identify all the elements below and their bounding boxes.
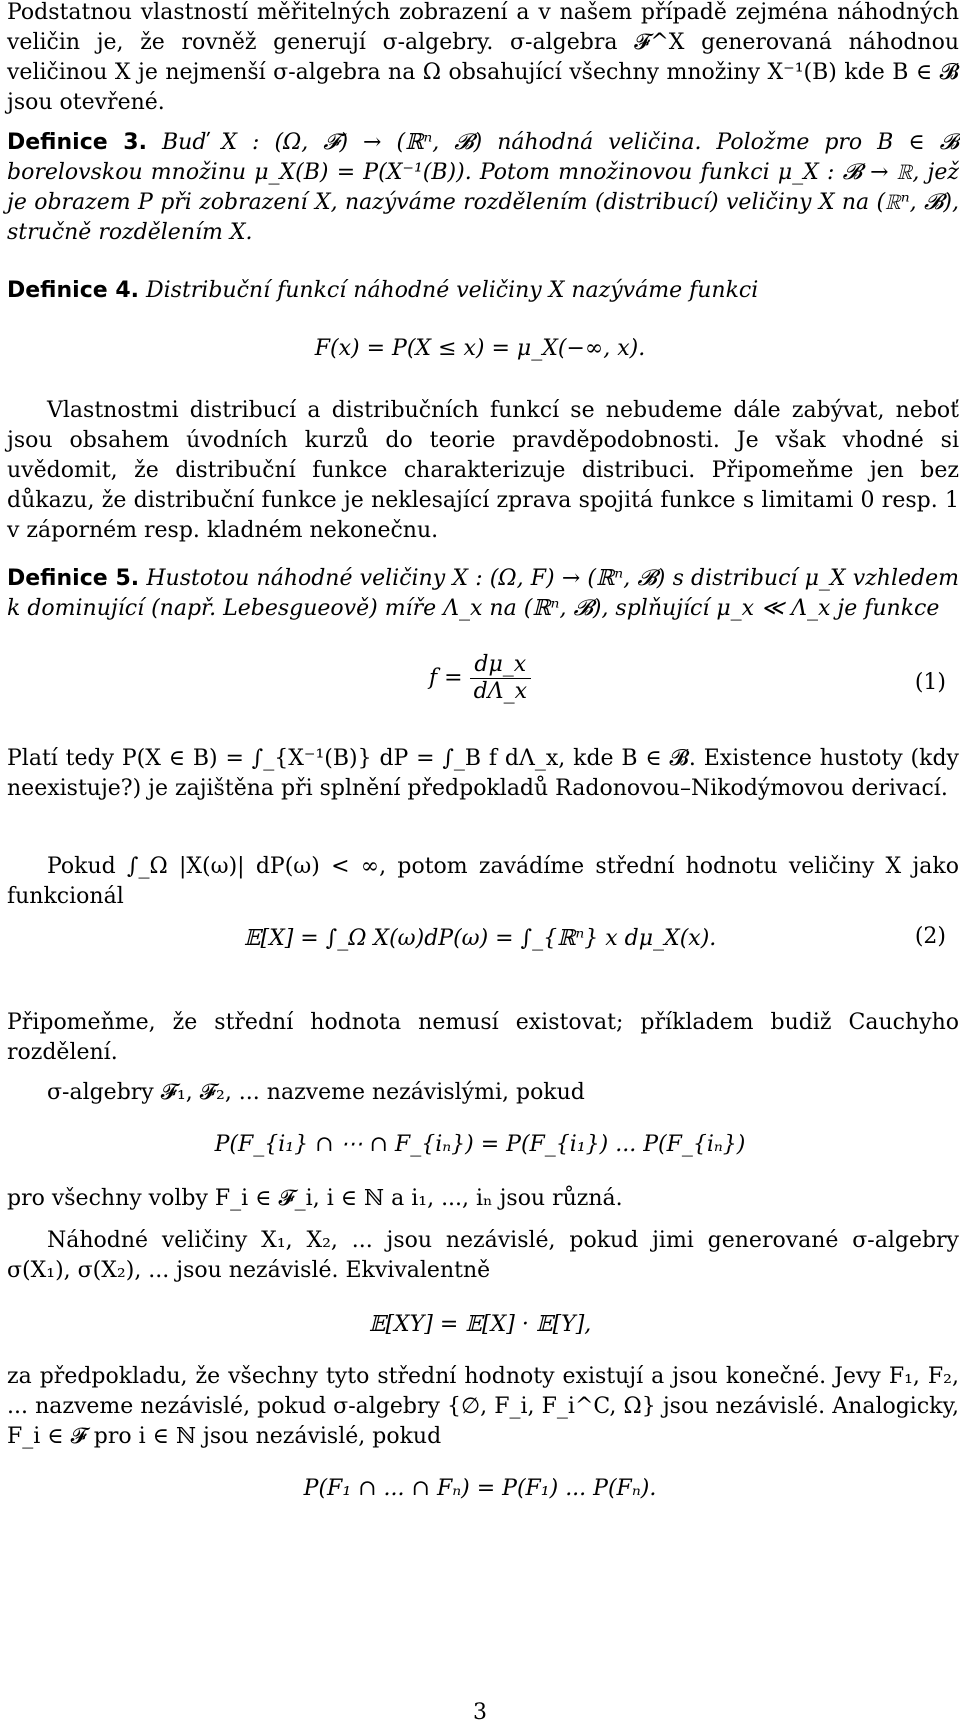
equation-distribution-function: F(x) = P(X ≤ x) = μ_X(−∞, x). — [314, 336, 646, 361]
definition-3 — [7, 128, 959, 248]
equation-1-lhs: f = — [429, 665, 463, 691]
equation-2-expectation: 𝔼[X] = ∫_Ω X(ω)dP(ω) = ∫_{ℝⁿ} x dμ_X(x). — [243, 926, 717, 951]
definition-4 — [7, 276, 959, 306]
equation-independence: P(F_{i₁} ∩ ⋯ ∩ F_{iₙ}) = P(F_{i₁}) ... P(F_{iₙ}) — [214, 1132, 746, 1157]
equation-1-fraction — [470, 652, 531, 705]
paragraph-all-choices: pro všechny volby F_i ∈ 𝓕_i, i ∈ ℕ a i₁, ..., iₙ jsou různá. — [7, 1186, 623, 1211]
equation-expectation-product: 𝔼[XY] = 𝔼[X] · 𝔼[Y], — [368, 1312, 592, 1337]
definition-5-text: Hustotou náhodné veličiny X : (Ω, F) → (ℝⁿ, 𝓑) s distribucí μ_X vzhledem k dominující (např. Lebesgueově) míře Λ_x na (ℝⁿ, 𝓑), splňující μ_x ≪ Λ_x je funkce — [7, 566, 959, 621]
paragraph-density-existence: Platí tedy P(X ∈ B) = ∫_{X⁻¹(B)} dP = ∫_B f dΛ_x, kde B ∈ 𝓑. Existence hustoty (kdy neexistuje?) je zajištěna při splnění předpokladů Radonovou–Nikodýmovou derivací. — [7, 746, 959, 801]
equation-2-tag: (2) — [914, 924, 946, 949]
paragraph-sigma-algebra: Podstatnou vlastností měřitelných zobrazení a v našem případě zejména náhodných veličin je, že rovněž generují σ-algebry. σ-algebra 𝓕^X generovaná náhodnou veličinou X je nejmenší σ-algebra na Ω obsahující všechny množiny X⁻¹(B) kde B ∈ 𝓑 jsou otevřené. — [7, 0, 959, 115]
paragraph-independent-sigma-algebras: σ-algebry 𝓕₁, 𝓕₂, ... nazveme nezávislými, pokud — [47, 1080, 585, 1105]
equation-1-tag: (1) — [914, 670, 946, 695]
definition-3-label: Definice 3. — [7, 130, 147, 155]
equation-1-denominator: dΛ_x — [473, 679, 527, 704]
paragraph-independent-variables: Náhodné veličiny X₁, X₂, ... jsou nezávislé, pokud jimi generované σ-algebry σ(X₁), σ(X₂), ... jsou nezávislé. Ekvivalentně — [7, 1228, 959, 1283]
paragraph-expectation-intro: Pokud ∫_Ω |X(ω)| dP(ω) < ∞, potom zavádíme střední hodnotu veličiny X jako funkcionál — [7, 854, 959, 909]
equation-1-density — [0, 652, 960, 705]
definition-5-label: Definice 5. — [7, 566, 140, 591]
definition-4-label: Definice 4. — [7, 278, 139, 303]
definition-4-text: Distribuční funkcí náhodné veličiny X nazýváme funkci — [145, 278, 759, 303]
definition-3-text: Buď X : (Ω, 𝓕) → (ℝⁿ, 𝓑) náhodná veličina. Položme pro B ∈ 𝓑 borelovskou množinu μ_X(B) = P(X⁻¹(B)). Potom množinovou funkci μ_X : 𝓑 → ℝ, jež je obrazem P při zobrazení X, nazýváme rozdělením (distribucí) veličiny X na (ℝⁿ, 𝓑), stručně rozdělením X. — [7, 130, 959, 245]
paragraph-distribution-properties: Vlastnostmi distribucí a distribučních funkcí se nebudeme dále zabývat, neboť jsou obsahem úvodních kurzů do teorie pravděpodobnosti. Je však vhodné si uvědomit, že distribuční funkce charakterizuje distribuci. Připomeňme jen bez důkazu, že distribuční funkce je neklesající zprava spojitá funkce s limitami 0 resp. 1 v záporném resp. kladném nekonečnu. — [7, 398, 959, 543]
page-number: 3 — [473, 1700, 487, 1725]
paragraph-independent-events: za předpokladu, že všechny tyto střední hodnoty existují a jsou konečné. Jevy F₁, F₂, ... nazveme nezávislé, pokud σ-algebry {∅, F_i, F_i^C, Ω} jsou nezávislé. Analogicky, F_i ∈ 𝓕 pro i ∈ ℕ jsou nezávislé, pokud — [7, 1364, 959, 1449]
paragraph-cauchy: Připomeňme, že střední hodnota nemusí existovat; příkladem budiž Cauchyho rozdělení. — [7, 1010, 959, 1065]
definition-5 — [7, 564, 959, 624]
equation-1-numerator: dμ_x — [470, 652, 531, 679]
equation-events-independence: P(F₁ ∩ ... ∩ Fₙ) = P(F₁) ... P(Fₙ). — [303, 1476, 657, 1501]
